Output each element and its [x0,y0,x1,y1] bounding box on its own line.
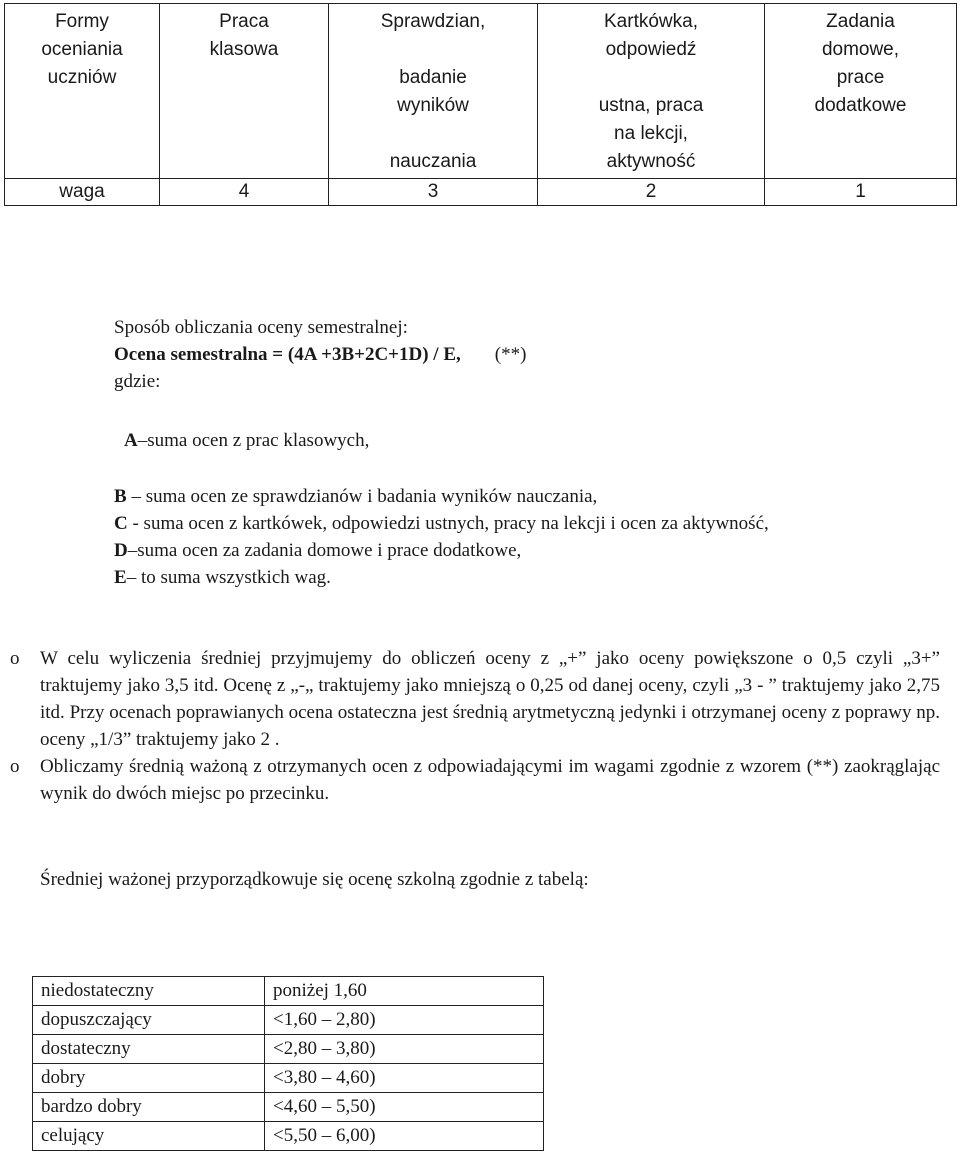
table-row [33,1093,544,1122]
formula-legend [114,427,769,591]
note-item [10,753,940,807]
grade-name: bardzo dobry [33,1093,265,1122]
method-section [114,314,526,395]
legend-item-c [114,510,769,537]
grade-name: niedostateczny [33,977,265,1006]
table-row [33,1064,544,1093]
header-cell-quizzes [538,4,765,179]
header-line: odpowiedź [605,39,697,60]
method-heading: Sposób obliczania oceny semestralnej: [114,317,408,338]
table-row [33,977,544,1006]
grade-range: <1,60 – 2,80) [265,1006,544,1035]
table-row [33,1122,544,1151]
weight-value: 4 [160,179,329,206]
grade-range: <5,50 – 6,00) [265,1122,544,1151]
header-cell-class-work [160,4,329,179]
grade-range: <3,80 – 4,60) [265,1064,544,1093]
formula: Ocena semestralna = (4A +3B+2C+1D) / E, [114,344,461,365]
header-line: na lekcji, [614,123,688,144]
legend-text: suma ocen z prac klasowych, [147,430,370,451]
header-line: prace [836,67,885,88]
grade-name: dobry [33,1064,265,1093]
note-item [10,645,940,753]
where-label: gdzie: [114,371,161,392]
legend-item-d: D–suma ocen za zadania domowe i prace dodatkowe, [114,540,522,561]
weight-label: waga [5,179,160,206]
header-line: ustna, praca [598,95,704,116]
grades-lead-text: Średniej ważonej przyporządkowuje się ocenę szkolną zgodnie z tabelą: [40,869,589,890]
header-line: uczniów [47,67,117,88]
grade-name: dostateczny [33,1035,265,1064]
legend-text: - suma ocen z kartkówek, odpowiedzi ustnych, pracy na lekcji i ocen za aktywność, [127,513,769,534]
weights-header-row [5,4,957,179]
legend-key: E [114,567,127,588]
header-line: oceniania [41,39,123,60]
legend-key: C [114,513,128,534]
legend-text: suma ocen za zadania domowe i prace dodatkowe, [137,540,522,561]
formula-note: (**) [494,344,527,365]
grade-range: <4,60 – 5,50) [265,1093,544,1122]
weight-value: 2 [538,179,765,206]
weights-table [4,3,957,206]
header-cell-forms [5,4,160,179]
header-cell-homework [765,4,957,179]
grades-table [32,976,544,1151]
legend-key: B [114,486,127,507]
header-line: dodatkowe [814,95,907,116]
note-text: W celu wyliczenia średniej przyjmujemy do obliczeń oceny z „+” jako oceny powiększone o 0,5 czyli „3+” traktujemy jako 3,5 itd. Ocenę z „-„ traktujemy jako mniejszą o 0,25 od danej oceny, czyli „3 - ” traktujemy jako 2,75 itd. Przy ocenach poprawianych ocena ostateczna jest średnią arytmetyczną jedynki i otrzymanej oceny z poprawy np. oceny „1/3” traktujemy jako 2 . [40,648,940,750]
legend-text: to suma wszystkich wag. [136,567,331,588]
header-line: Zadania [826,11,895,32]
weight-value: 1 [765,179,957,206]
grade-name: celujący [33,1122,265,1151]
note-text: Obliczamy średnią ważoną z otrzymanych ocen z odpowiadającymi im wagami zgodnie z wzorem (**) zaokrąglając wynik do dwóch miejsc po przecinku. [40,756,940,804]
legend-item-a: A–suma ocen z prac klasowych, [124,430,370,451]
legend-item-e: E– to suma wszystkich wag. [114,567,331,588]
header-line: Formy [55,11,109,32]
bullet-icon: o [10,648,20,669]
header-line: aktywność [606,151,696,172]
header-line: badanie [399,67,467,88]
bullet-icon: o [10,756,20,777]
formula-line [114,341,526,368]
header-line: Kartkówka, [604,11,698,32]
legend-key: D [114,540,128,561]
legend-text: suma ocen ze sprawdzianów i badania wyników nauczania, [140,486,598,507]
header-cell-tests [329,4,538,179]
weight-value: 3 [329,179,538,206]
table-row [33,1035,544,1064]
legend-key: A [124,430,138,451]
weights-value-row [5,179,957,206]
header-line: domowe, [821,39,900,60]
legend-item-b: B – suma ocen ze sprawdzianów i badania wyników nauczania, [114,486,598,507]
notes-list [10,645,940,807]
grade-range: poniżej 1,60 [265,977,544,1006]
header-line: Sprawdzian, [380,11,486,32]
header-line: klasowa [209,39,279,60]
header-line: nauczania [389,151,477,172]
grade-range: <2,80 – 3,80) [265,1035,544,1064]
table-row [33,1006,544,1035]
header-line: wyników [397,95,469,116]
grade-name: dopuszczający [33,1006,265,1035]
header-line: Praca [219,11,269,32]
